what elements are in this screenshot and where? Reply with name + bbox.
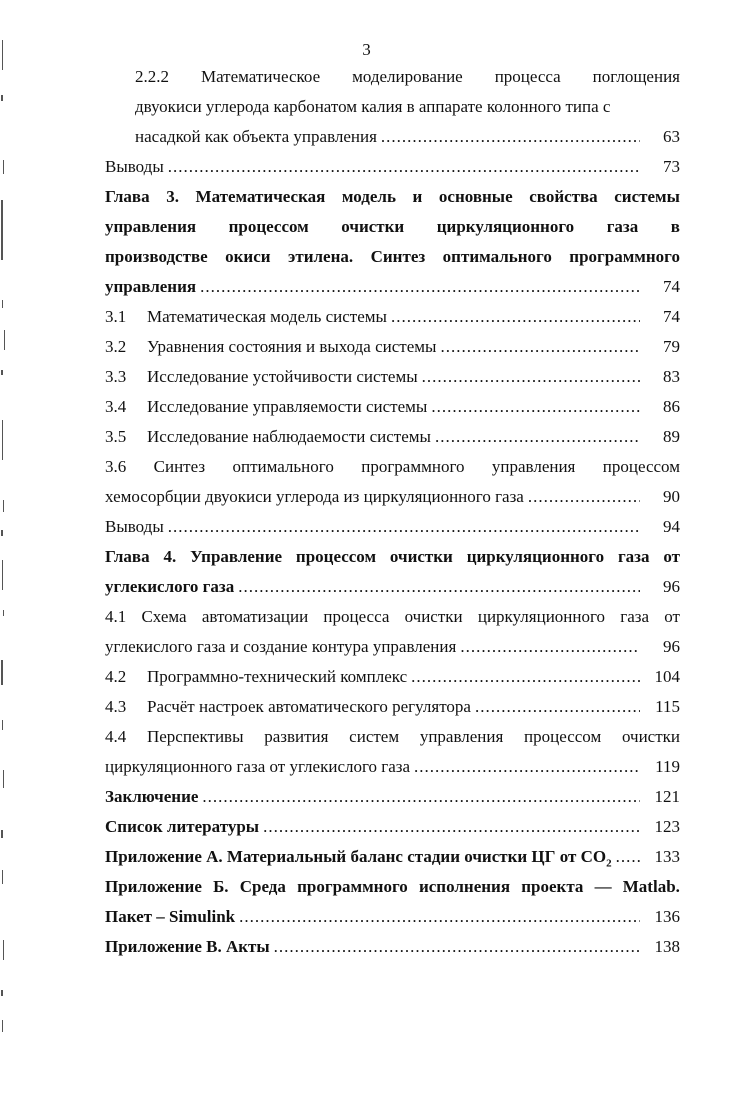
- toc-section-3-2[interactable]: [105, 332, 680, 362]
- toc-entry-title: Исследование управляемости системы: [147, 397, 428, 416]
- toc-page-number: 123: [654, 817, 680, 836]
- toc-entry-appendix-b-line-2[interactable]: [105, 902, 680, 932]
- toc-entry-conclusions-2[interactable]: [105, 152, 680, 182]
- dot-leader: [475, 692, 640, 722]
- dot-leader: [460, 632, 640, 662]
- toc-entry-title: Приложение В. Акты: [105, 937, 270, 956]
- dot-leader: [435, 422, 640, 452]
- toc-entry-number: 4.3: [105, 697, 127, 716]
- toc-word: Синтез: [153, 457, 206, 476]
- toc-word: Схема: [141, 607, 187, 626]
- toc-page-number: 74: [663, 307, 680, 326]
- toc-entry-appendix-v[interactable]: [105, 932, 680, 962]
- toc-word: и: [412, 187, 423, 206]
- toc-section-3-5[interactable]: [105, 422, 680, 452]
- toc-word: процессом: [602, 457, 680, 476]
- dot-leader: [274, 932, 640, 962]
- toc-word: процессом: [524, 727, 602, 746]
- toc-word: Среда: [239, 877, 286, 896]
- toc-page-number: 86: [663, 397, 680, 416]
- toc-word: процессом: [228, 217, 309, 236]
- toc-word: программного: [361, 457, 465, 476]
- toc-word: газа: [606, 217, 639, 236]
- toc-page-number: 121: [654, 787, 680, 806]
- toc-entry-number: 2.2.2: [135, 67, 169, 86]
- toc-word: циркуляционного: [436, 217, 575, 236]
- toc-chapter-4-line-1: [105, 542, 680, 572]
- toc-page-number: 104: [654, 667, 680, 686]
- toc-word: Глава: [105, 547, 150, 566]
- toc-word: очистки: [341, 217, 405, 236]
- toc-page-number: 133: [654, 847, 680, 866]
- toc-entry-bibliography[interactable]: [105, 812, 680, 842]
- toc-page-number: 74: [663, 277, 680, 296]
- toc-word: исполнения: [418, 877, 511, 896]
- toc-entry-number: 4.4: [105, 727, 127, 746]
- toc-page-number: 119: [655, 757, 680, 776]
- toc-section-4-2[interactable]: [105, 662, 680, 692]
- toc-word: 3.: [166, 187, 179, 206]
- dot-leader: [414, 752, 640, 782]
- toc-word: автоматизации: [201, 607, 309, 626]
- toc-page-number: 79: [663, 337, 680, 356]
- toc-entry-conclusions-3[interactable]: [105, 512, 680, 542]
- dot-leader: [239, 902, 640, 932]
- toc-page-number: 96: [663, 637, 680, 656]
- toc-page-number: 90: [663, 487, 680, 506]
- toc-page-number: 115: [655, 697, 680, 716]
- toc-entry-title: Список литературы: [105, 817, 260, 836]
- toc-word: управления: [491, 457, 576, 476]
- toc-section-3-6-line-1: [105, 452, 680, 482]
- dot-leader: [411, 662, 640, 692]
- dot-leader: [200, 272, 640, 302]
- toc-word: Matlab.: [622, 877, 680, 896]
- dot-leader: [381, 122, 640, 152]
- toc-word: управления: [105, 217, 197, 236]
- toc-section-4-3[interactable]: [105, 692, 680, 722]
- dot-leader: [168, 512, 640, 542]
- toc-section-3-4[interactable]: [105, 392, 680, 422]
- toc-word: программного: [297, 877, 408, 896]
- dot-leader: [616, 842, 640, 872]
- toc-page-number: 96: [663, 577, 680, 596]
- toc-word: от: [664, 607, 680, 626]
- toc-page-number: 89: [663, 427, 680, 446]
- toc-section-4-1-line-2[interactable]: [105, 632, 680, 662]
- dot-leader: [168, 152, 640, 182]
- toc-entry-number: 3.3: [105, 367, 127, 386]
- toc-entry-title: хемосорбции двуокиси углерода из циркуляционного газа: [105, 487, 524, 506]
- toc-word: очистки: [404, 607, 463, 626]
- dot-leader: [528, 482, 640, 512]
- toc-entry-number: 3.1: [105, 307, 127, 326]
- toc-section-3-3[interactable]: [105, 362, 680, 392]
- toc-entry-2-2-2-line-1: [105, 62, 680, 92]
- toc-entry-title: Математическая модель системы: [147, 307, 387, 326]
- toc-word: свойства: [529, 187, 598, 206]
- toc-word: газа: [620, 607, 650, 626]
- toc-word: Приложение: [105, 877, 202, 896]
- toc-entry-title: углекислого газа: [105, 577, 235, 596]
- toc-entry-number: 4.1: [105, 607, 127, 626]
- toc-entry-title: Пакет – Simulink: [105, 907, 236, 926]
- dot-leader: [238, 572, 640, 602]
- toc-word: газа: [617, 547, 650, 566]
- toc-entry-title: Выводы: [105, 517, 164, 536]
- table-of-contents: [105, 62, 680, 962]
- toc-entry-title: Заключение: [105, 787, 199, 806]
- toc-chapter-3-line-4[interactable]: [105, 272, 680, 302]
- toc-section-4-1-line-1: [105, 602, 680, 632]
- toc-chapter-3-line-3: [105, 242, 680, 272]
- toc-word: этилена.: [288, 247, 354, 266]
- toc-page-number: 136: [654, 907, 680, 926]
- co2-subscript: 2: [606, 857, 612, 870]
- toc-page-number: 73: [663, 157, 680, 176]
- scan-edge-artifacts: [0, 0, 14, 1100]
- toc-word: Математическая: [195, 187, 326, 206]
- toc-entry-number: 4.2: [105, 667, 127, 686]
- toc-word: —: [594, 877, 612, 896]
- toc-word: Синтез: [370, 247, 426, 266]
- toc-entry-title: углекислого газа и создание контура управления: [105, 637, 457, 656]
- toc-entry-title: Уравнения состояния и выхода системы: [147, 337, 437, 356]
- toc-entry-title: Приложение А. Материальный баланс стадии очистки ЦГ от CO: [105, 847, 607, 866]
- toc-entry-number: 3.6: [105, 457, 127, 476]
- toc-word: очистки: [389, 547, 453, 566]
- toc-word: процесса: [494, 67, 561, 86]
- dot-leader: [263, 812, 640, 842]
- toc-entry-title: Исследование устойчивости системы: [147, 367, 418, 386]
- toc-word: Б.: [213, 877, 229, 896]
- toc-entry-title: управления: [105, 277, 197, 296]
- dot-leader: [422, 362, 640, 392]
- toc-word: оптимального: [442, 247, 552, 266]
- toc-entry-conclusion[interactable]: [105, 782, 680, 812]
- toc-word: Математическое: [200, 67, 321, 86]
- toc-entry-number: 3.5: [105, 427, 127, 446]
- toc-word: процессом: [295, 547, 377, 566]
- toc-word: развития: [264, 727, 329, 746]
- toc-word: Управление: [190, 547, 283, 566]
- page-number: 3: [362, 40, 371, 59]
- toc-entry-title: Исследование наблюдаемости системы: [147, 427, 431, 446]
- toc-word: управления: [419, 727, 504, 746]
- toc-page-number: 63: [663, 127, 680, 146]
- toc-word: проекта: [521, 877, 584, 896]
- toc-word: Перспективы: [146, 727, 244, 746]
- toc-entry-title: Расчёт настроек автоматического регулятора: [147, 697, 471, 716]
- toc-page-number: 83: [663, 367, 680, 386]
- toc-word: процесса: [323, 607, 390, 626]
- toc-section-4-4-line-2[interactable]: [105, 752, 680, 782]
- toc-word: Глава: [105, 187, 150, 206]
- toc-page-number: 138: [654, 937, 680, 956]
- toc-section-4-4-line-1: [105, 722, 680, 752]
- toc-word: моделирование: [352, 67, 463, 86]
- toc-section-3-1[interactable]: [105, 302, 680, 332]
- toc-entry-title: Программно-технический комплекс: [147, 667, 408, 686]
- toc-word: циркуляционного: [466, 547, 605, 566]
- toc-word: от: [663, 547, 680, 566]
- toc-entry-number: 3.4: [105, 397, 127, 416]
- toc-word: в: [670, 217, 680, 236]
- toc-chapter-4-line-2[interactable]: [105, 572, 680, 602]
- toc-entry-title: циркуляционного газа от углекислого газа: [105, 757, 411, 776]
- toc-entry-title: Выводы: [105, 157, 164, 176]
- toc-word: модель: [341, 187, 396, 206]
- toc-word: оптимального: [232, 457, 334, 476]
- toc-entry-appendix-b-line-1: [105, 872, 680, 902]
- toc-word: поглощения: [592, 67, 680, 86]
- toc-word: окиси: [225, 247, 271, 266]
- toc-entry-number: 3.2: [105, 337, 127, 356]
- toc-word: системы: [614, 187, 680, 206]
- toc-entry-2-2-2-line-2: двуокиси углерода карбонатом калия в аппарате колонного типа с: [135, 97, 611, 116]
- toc-chapter-3-line-1: [105, 182, 680, 212]
- toc-word: 4.: [163, 547, 177, 566]
- dot-leader: [202, 782, 640, 812]
- toc-chapter-3-line-2: [105, 212, 680, 242]
- dot-leader: [440, 332, 640, 362]
- toc-entry-appendix-a[interactable]: [105, 842, 680, 872]
- toc-word: основные: [438, 187, 513, 206]
- toc-entry-title: насадкой как объекта управления: [135, 127, 377, 146]
- toc-word: очистки: [621, 727, 680, 746]
- toc-word: систем: [349, 727, 400, 746]
- toc-entry-2-2-2-line-3[interactable]: [105, 122, 680, 152]
- toc-page-number: 94: [663, 517, 680, 536]
- toc-word: программного: [569, 247, 680, 266]
- dot-leader: [431, 392, 640, 422]
- toc-section-3-6-line-2[interactable]: [105, 482, 680, 512]
- toc-word: производстве: [105, 247, 208, 266]
- dot-leader: [391, 302, 640, 332]
- toc-word: циркуляционного: [477, 607, 606, 626]
